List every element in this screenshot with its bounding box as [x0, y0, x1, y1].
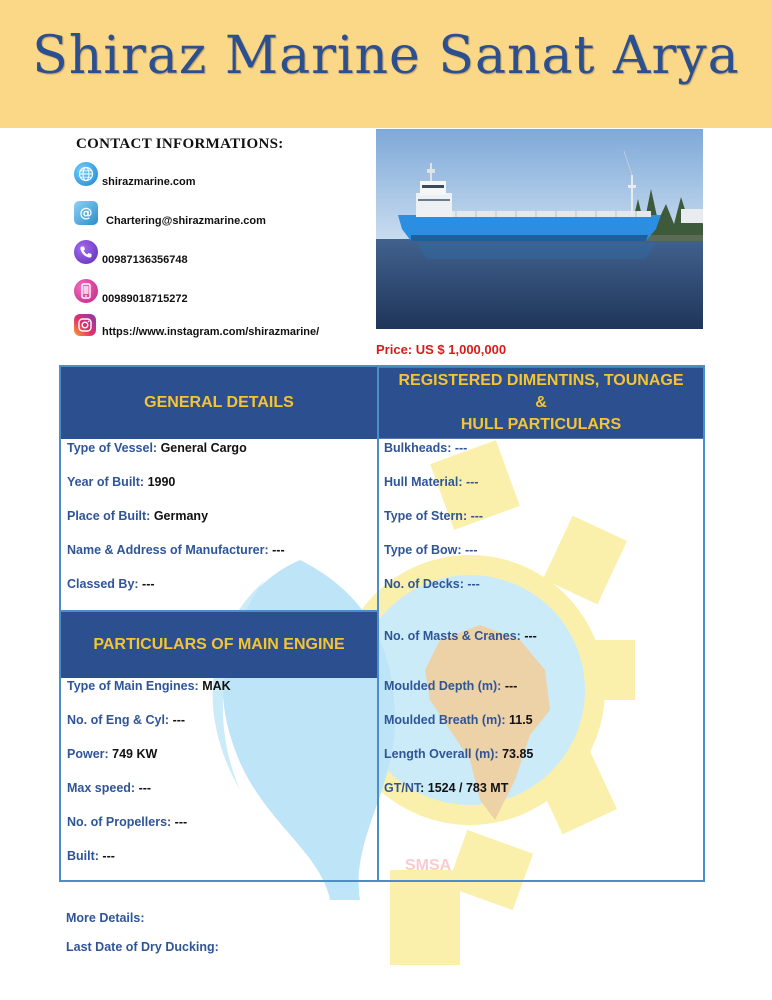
contact-website-text: shirazmarine.com [102, 176, 196, 188]
contact-instagram-text: https://www.instagram.com/shirazmarine/ [102, 326, 320, 338]
company-title: Shiraz Marine Sanat Arya [32, 26, 740, 86]
main-engine-header [61, 610, 377, 678]
field-length-overall: Length Overall (m): 73.85 [384, 747, 534, 761]
phone-icon [74, 240, 98, 264]
field-place-of-built: Place of Built: Germany [67, 509, 209, 523]
registered-dimensions-header [379, 367, 703, 439]
contact-email-text: Chartering@shirazmarine.com [106, 215, 266, 227]
table-column-divider [377, 367, 379, 880]
general-details-header [61, 367, 377, 439]
field-eng-cyl: No. of Eng & Cyl: --- [67, 713, 186, 727]
registered-title-line2: HULL PARTICULARS [460, 416, 622, 433]
contact-mobile-text: 00989018715272 [102, 293, 188, 305]
header-banner [0, 0, 772, 128]
field-moulded-depth: Moulded Depth (m): --- [384, 679, 518, 693]
globe-icon [74, 162, 98, 186]
field-no-of-decks: No. of Decks: --- [384, 577, 480, 591]
contact-phone[interactable] [74, 240, 188, 264]
vessel-details-table [59, 365, 705, 882]
contact-instagram[interactable] [74, 314, 319, 336]
contact-phone-text: 00987136356748 [102, 254, 188, 266]
vessel-photo [376, 129, 703, 329]
vessel-price: Price: US $ 1,000,000 [376, 342, 507, 357]
contact-website[interactable] [74, 162, 196, 186]
mobile-icon [74, 279, 98, 303]
more-details-label: More Details: [66, 911, 145, 925]
field-type-of-vessel: Type of Vessel: General Cargo [67, 441, 247, 455]
field-classed-by: Classed By: --- [67, 577, 155, 591]
instagram-icon [74, 314, 96, 336]
field-max-speed: Max speed: --- [67, 781, 152, 795]
contact-mobile[interactable] [74, 279, 188, 303]
last-dry-dock-label: Last Date of Dry Ducking: [66, 940, 219, 954]
registered-title-line1: REGISTERED DIMENTINS, TOUNAGE & [398, 372, 684, 411]
field-masts-cranes: No. of Masts & Cranes: --- [384, 629, 537, 643]
field-hull-material: Hull Material: --- [384, 475, 479, 489]
field-propellers: No. of Propellers: --- [67, 815, 188, 829]
field-engine-built: Built: --- [67, 849, 115, 863]
field-bulkheads: Bulkheads: --- [384, 441, 468, 455]
watermark-text: SMSA [405, 857, 452, 874]
field-moulded-breath: Moulded Breath (m): 11.5 [384, 713, 533, 727]
field-power: Power: 749 KW [67, 747, 158, 761]
field-year-of-built: Year of Built: 1990 [67, 475, 176, 489]
field-type-of-main-engines: Type of Main Engines: MAK [67, 679, 231, 693]
general-details-title: GENERAL DETAILS [144, 394, 294, 411]
field-type-of-bow: Type of Bow: --- [384, 543, 478, 557]
at-sign-icon: @ [74, 201, 98, 225]
field-gt-nt: GT/NT: 1524 / 783 MT [384, 781, 509, 795]
field-type-of-stern: Type of Stern: --- [384, 509, 484, 523]
contact-heading: CONTACT INFORMATIONS: [76, 136, 284, 152]
contact-email[interactable] [74, 201, 266, 225]
field-manufacturer: Name & Address of Manufacturer: --- [67, 543, 285, 557]
main-engine-title: PARTICULARS OF MAIN ENGINE [93, 636, 345, 653]
